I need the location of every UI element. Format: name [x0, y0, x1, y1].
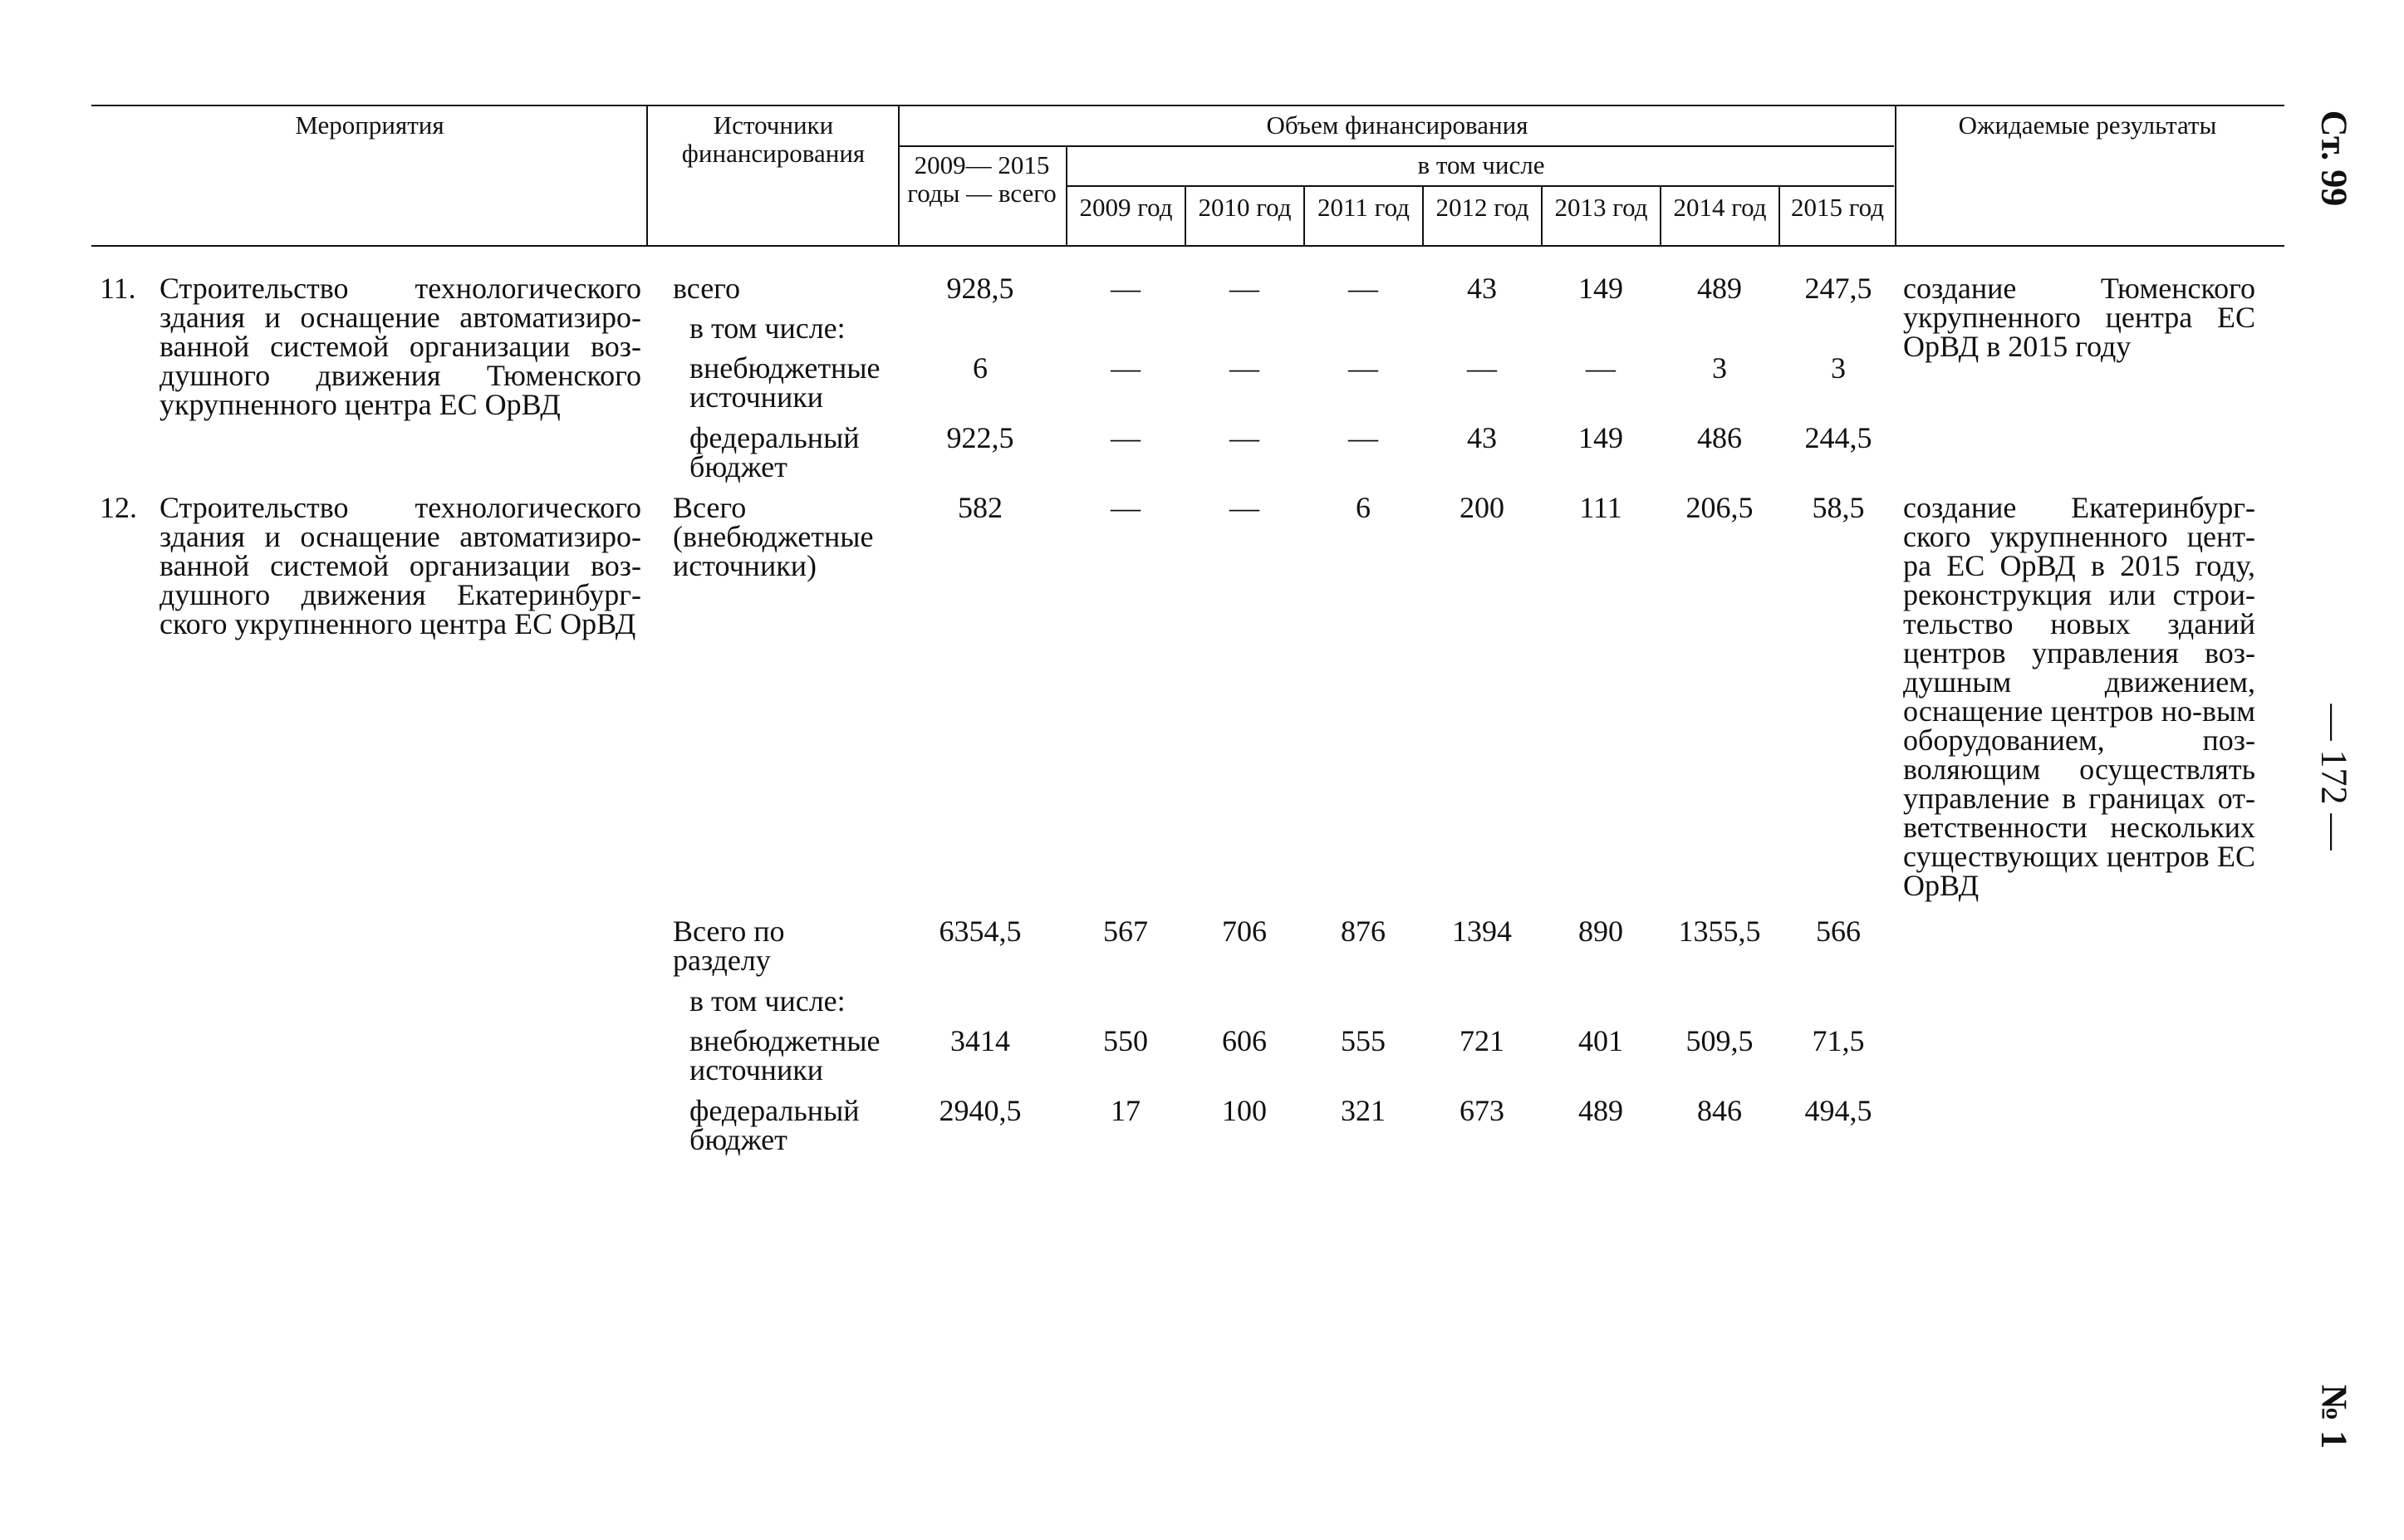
year-value: 111 [1579, 491, 1622, 524]
year-value: 58,5 [1812, 491, 1865, 524]
year-value: 606 [1222, 1024, 1267, 1057]
year-value: — [1586, 351, 1616, 385]
year-value: 17 [1111, 1094, 1141, 1127]
year-value: 489 [1697, 272, 1742, 305]
header-volume: Объем финансирования [1266, 110, 1528, 140]
row-number: 12. [100, 491, 137, 524]
row-source: в том числе: [689, 311, 846, 345]
row-total: 582 [958, 491, 1003, 524]
year-value: 509,5 [1685, 1024, 1754, 1057]
row-total: 928,5 [946, 272, 1014, 305]
year-value: 673 [1460, 1094, 1504, 1127]
header-expected: Ожидаемые результаты [1958, 110, 2217, 140]
year-value: 3 [1831, 351, 1846, 385]
year-value: 244,5 [1804, 421, 1872, 454]
year-value: — [1229, 272, 1259, 305]
header-year: 2011 год [1317, 193, 1410, 222]
year-value: 100 [1222, 1094, 1267, 1127]
year-value: 200 [1460, 491, 1504, 524]
header-event: Мероприятия [295, 110, 444, 140]
section-total: 3414 [950, 1024, 1010, 1057]
year-value: 43 [1467, 272, 1497, 305]
header-top-rule [91, 105, 2284, 106]
row-event: Строительство технологического здания и оснащение автоматизиро-ванной системой организации воз-душного движения Тюменского укрупненного центра ЕС ОрВД [159, 272, 641, 421]
year-value: 401 [1578, 1024, 1623, 1057]
year-value: 489 [1578, 1094, 1623, 1127]
header-mid-rule [899, 145, 1894, 147]
year-value: 206,5 [1685, 491, 1754, 524]
year-value: 566 [1816, 915, 1861, 948]
row-result: создание Тюменского укрупненного центра ЕС ОрВД в 2015 году [1903, 272, 2255, 363]
year-value: — [1111, 272, 1141, 305]
row-source: Всего (внебюджетные источники) [673, 491, 874, 582]
row-total: 6 [973, 351, 988, 385]
year-value: 6 [1356, 491, 1371, 524]
header-source: Источники финансирования [681, 110, 866, 168]
year-value: 555 [1341, 1024, 1386, 1057]
year-value: — [1229, 421, 1259, 454]
year-value: 890 [1578, 915, 1623, 948]
year-value: 247,5 [1804, 272, 1872, 305]
year-value: 846 [1697, 1094, 1742, 1127]
year-value: — [1229, 351, 1259, 385]
year-value: — [1348, 351, 1378, 385]
year-value: 149 [1578, 272, 1623, 305]
year-value: 1355,5 [1678, 915, 1761, 948]
year-value: — [1111, 491, 1141, 524]
header-total: 2009— 2015 годы — всего [907, 150, 1057, 208]
header-year: 2015 год [1790, 193, 1885, 222]
year-value: 43 [1467, 421, 1497, 454]
year-value: — [1467, 351, 1497, 385]
issue-number: № 1 [2313, 1384, 2355, 1449]
year-value: 550 [1103, 1024, 1148, 1057]
year-value: 567 [1103, 915, 1148, 948]
year-value: — [1348, 421, 1378, 454]
year-value: 706 [1222, 915, 1267, 948]
row-source: федеральный бюджет [689, 421, 860, 483]
row-event: Строительство технологического здания и оснащение автоматизиро-ванной системой организации воз-душного движения Екатеринбург-ского укрупненного центра ЕС ОрВД [159, 491, 641, 640]
year-value: — [1111, 421, 1141, 454]
year-value: — [1348, 272, 1378, 305]
year-value: — [1111, 351, 1141, 385]
row-total: 922,5 [946, 421, 1014, 454]
year-value: 71,5 [1812, 1024, 1865, 1057]
year-value: 3 [1712, 351, 1727, 385]
header-divider [646, 105, 648, 246]
section-total: 2940,5 [939, 1094, 1022, 1127]
page-number: — 172 — [2313, 704, 2355, 851]
header-year: 2013 год [1554, 193, 1648, 222]
header-including: в том числе [1417, 150, 1545, 179]
year-value: 721 [1460, 1024, 1504, 1057]
section-source: федеральный бюджет [689, 1094, 860, 1156]
header-year: 2014 год [1673, 193, 1767, 222]
row-source: всего [673, 272, 741, 305]
year-value: 1394 [1452, 915, 1512, 948]
year-value: 494,5 [1804, 1094, 1872, 1127]
header-bottom-rule [91, 245, 2284, 247]
year-value: 149 [1578, 421, 1623, 454]
header-year: 2012 год [1435, 193, 1529, 222]
year-value: 321 [1341, 1094, 1386, 1127]
year-value: 486 [1697, 421, 1742, 454]
row-number: 11. [100, 272, 136, 305]
header-year: 2010 год [1198, 193, 1292, 222]
row-source: внебюджетные источники [689, 351, 881, 414]
year-value: 876 [1341, 915, 1386, 948]
header-years-rule [1067, 185, 1894, 187]
section-source: в том числе: [689, 984, 846, 1018]
row-result: создание Екатеринбург-ского укрупненного цент-ра ЕС ОрВД в 2015 году, реконструкция или строи-тельство новых зданий центров управления воз-душным движением, оснащение центров но-вым оборудованием, поз-воляющим осуществлять управление в границах от-ветственности нескольких существующих центров ЕС ОрВД [1903, 491, 2255, 902]
section-source: внебюджетные источники [689, 1024, 881, 1086]
year-value: — [1229, 491, 1259, 524]
header-year: 2009 год [1079, 193, 1173, 222]
page-side-label: Ст. 99 [2313, 110, 2355, 207]
section-total: 6354,5 [939, 915, 1022, 948]
section-source: Всего по разделу [673, 915, 785, 977]
